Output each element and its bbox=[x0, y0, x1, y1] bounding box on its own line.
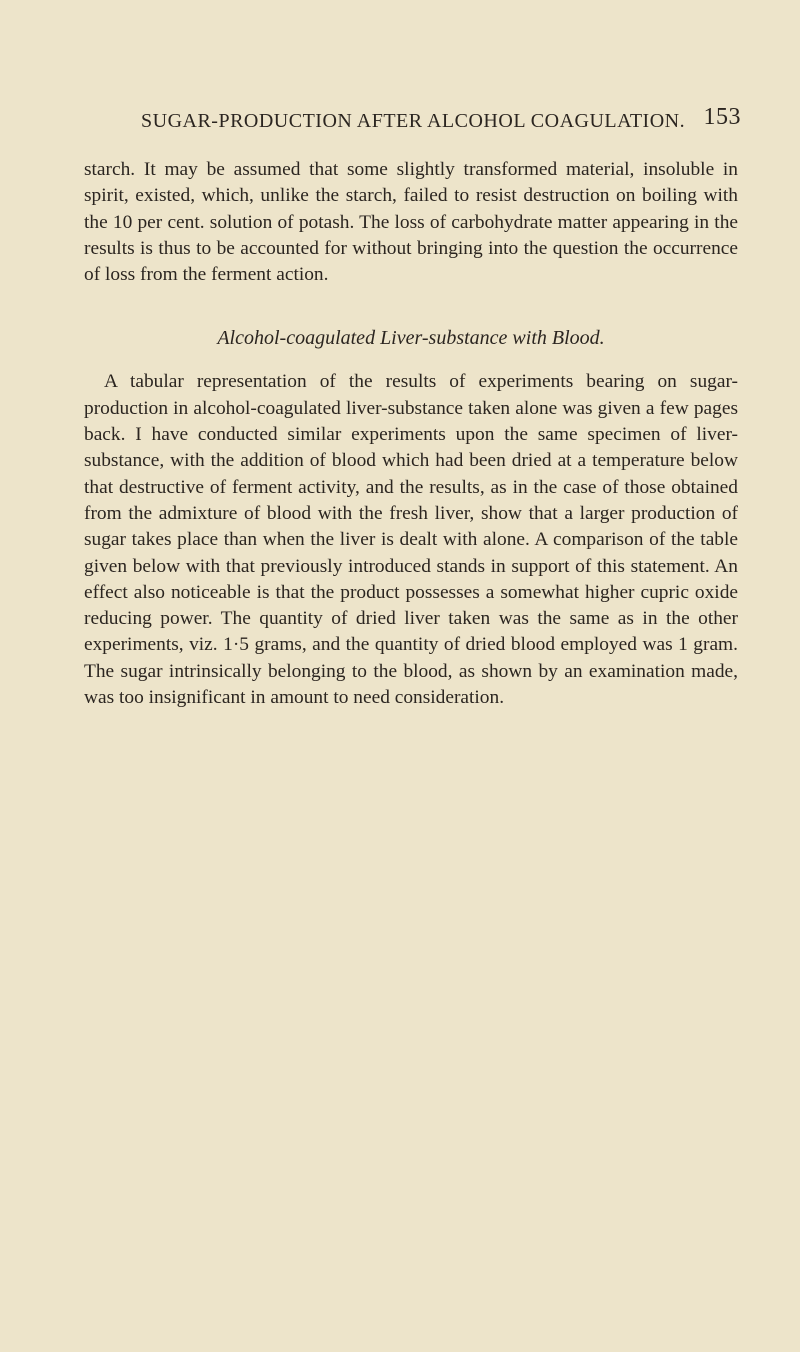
page-number: 153 bbox=[703, 104, 741, 130]
running-title: SUGAR-PRODUCTION AFTER ALCOHOL COAGULATION. bbox=[141, 110, 686, 132]
section-heading: Alcohol-coagulated Liver-substance with Blood. bbox=[217, 327, 605, 350]
paragraph-main: A tabular representation of the results of experiments bearing on sugar-production in alcohol-coagulated liver-substance taken alone was given a few pages back. I have conducted similar experiments upon the same specimen of liver-substance, with the addition of blood which had been dried at a temperature below that destructive of ferment activity, and the results, as in the case of those obtained from the admixture of blood with the fresh liver, show that a larger production of sugar takes place than when the liver is dealt with alone. A comparison of the table given below with that previously introduced stands in support of this statement. An effect also noticeable is that the product possesses a somewhat higher cupric oxide reducing power. The quantity of dried liver taken was the same as in the other experiments, viz. 1·5 grams, and the quantity of dried blood employed was 1 gram. The sugar intrinsically belonging to the blood, as shown by an examination made, was too insignificant in amount to need consideration. bbox=[84, 371, 738, 709]
paragraph-continuation: starch. It may be assumed that some slightly transformed material, insoluble in spirit, existed, which, unlike the starch, failed to resist destruction on boiling with the 10 per cent. solution of potash. The loss of carbohydrate matter appearing in the results is thus to be accounted for without bringing into the question the occurrence of loss from the ferment action. bbox=[84, 159, 738, 286]
running-head bbox=[141, 104, 741, 136]
body-text bbox=[84, 157, 738, 711]
